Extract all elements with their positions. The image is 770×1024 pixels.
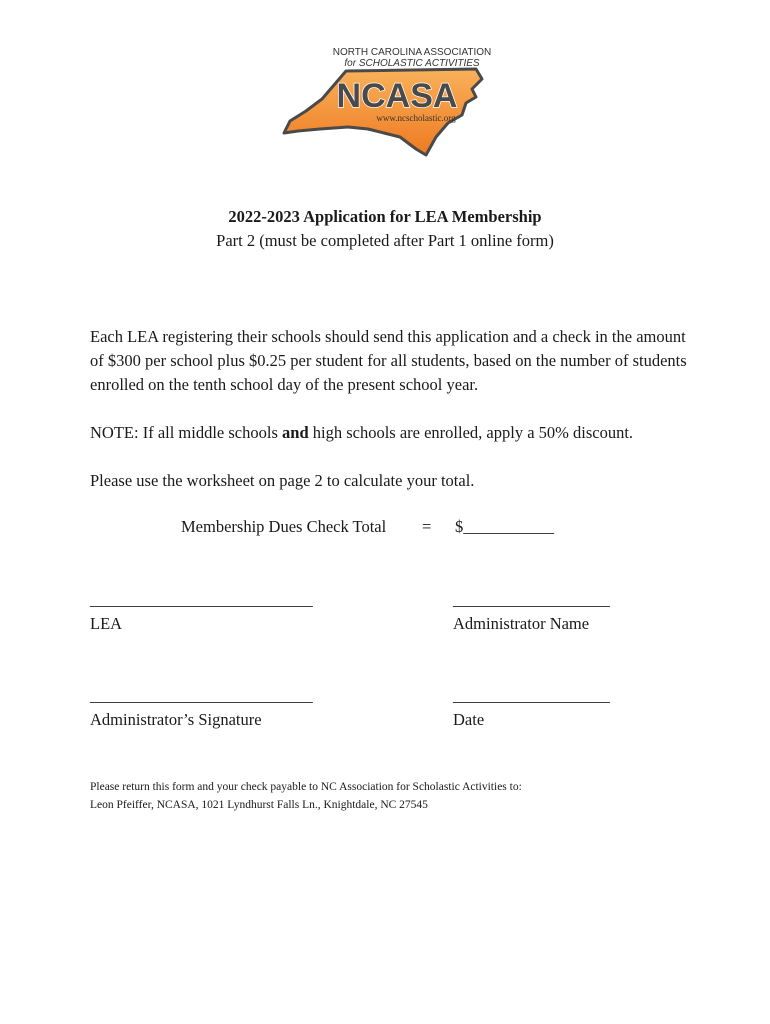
date-field[interactable]: ___________________ [453,686,610,705]
admin-name-label: Administrator Name [453,614,590,633]
dues-total-label: Membership Dues Check Total [181,517,387,536]
nc-state-map-icon [276,45,500,157]
form-title: 2022-2023 Application for LEA Membership [228,207,542,226]
worksheet-instruction: Please use the worksheet on page 2 to calculate your total. [90,471,475,490]
dues-equals: = [422,517,432,536]
admin-name-field[interactable]: ___________________ [453,590,610,609]
lea-field[interactable]: ___________________________ [90,590,313,609]
note-suffix: high schools are enrolled, apply a 50% discount. [308,423,634,442]
note-bold: and [282,423,309,442]
form-subtitle: Part 2 (must be completed after Part 1 online form) [216,231,554,250]
dues-amount-field[interactable]: $___________ [455,517,554,536]
ncasa-logo [276,45,500,157]
logo-line2: for SCHOLASTIC ACTIVITIES [344,58,480,69]
note-prefix: NOTE: If all middle schools [90,423,283,442]
lea-label: LEA [90,614,123,633]
return-instructions: Please return this form and your check payable to NC Association for Scholastic Activities to: [90,781,522,793]
discount-note [90,421,690,445]
logo-wordmark: NCASA [336,77,458,115]
instructions-paragraph: Each LEA registering their schools should send this application and a check in the amount of $300 per school plus $0.25 per student for all students, based on the number of students enrolled on the tenth school day of the present school year. [90,327,687,394]
signature-label: Administrator’s Signature [90,710,262,729]
mailing-address: Leon Pfeiffer, NCASA, 1021 Lyndhurst Falls Ln., Knightdale, NC 27545 [90,799,428,811]
logo-line1: NORTH CAROLINA ASSOCIATION [332,47,492,58]
date-label: Date [453,710,485,729]
logo-url: www.ncscholastic.org [376,113,456,123]
signature-field[interactable]: ___________________________ [90,686,313,705]
